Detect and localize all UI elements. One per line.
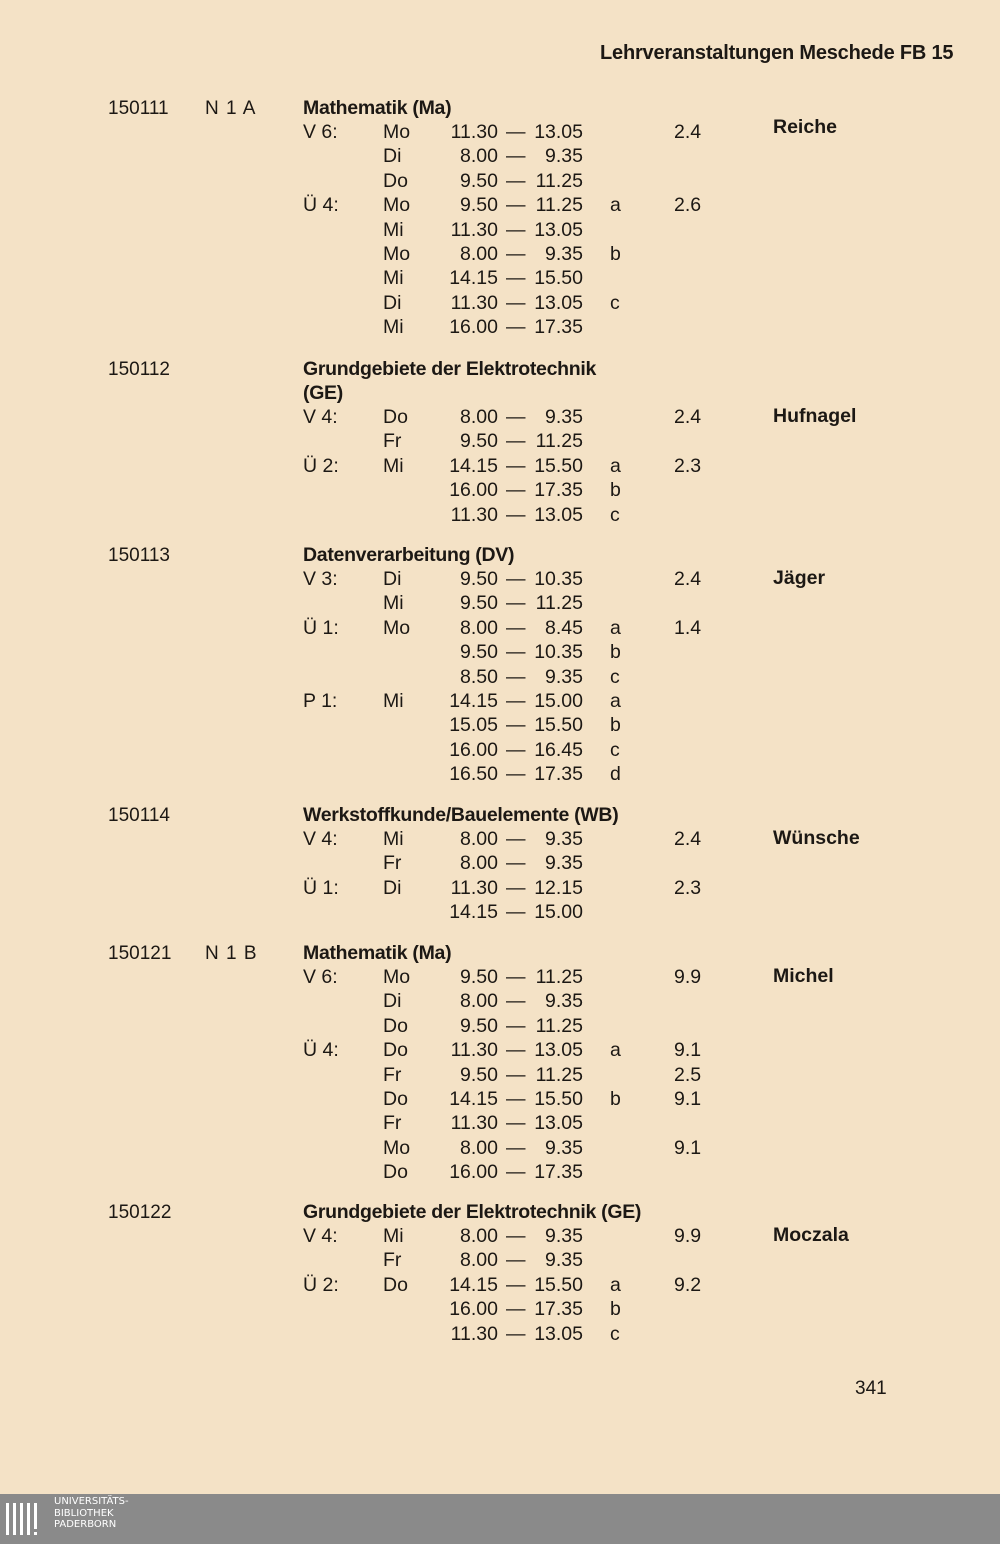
schedule-row [0, 689, 1000, 713]
schedule-row [0, 169, 1000, 193]
weekday: Mo [383, 121, 411, 143]
time-dash: — [506, 641, 526, 664]
end-time: 15.50 [534, 1088, 583, 1110]
time-dash: — [506, 665, 526, 688]
time-dash: — [506, 194, 526, 217]
weekday: Mo [383, 1136, 411, 1159]
lecturer-name: Moczala [773, 1224, 849, 1246]
weekday: Do [383, 1161, 408, 1184]
start-time: 9.50 [460, 592, 498, 615]
schedule-row [0, 1224, 1000, 1248]
end-time: 11.25 [535, 194, 583, 217]
schedule-row [0, 193, 1000, 217]
weekday: Di [383, 145, 402, 168]
weekday: Di [383, 568, 402, 590]
course-title [303, 357, 643, 405]
time-dash: — [506, 145, 526, 168]
time-dash: — [506, 568, 526, 590]
schedule-row [0, 405, 1000, 429]
end-time: 9.35 [545, 145, 583, 168]
lecturer-name: Jäger [773, 567, 826, 589]
group-letter: a [610, 1039, 621, 1062]
course-number: 150112 [108, 359, 170, 380]
end-time: 13.05 [534, 1039, 583, 1062]
group-letter: c [610, 738, 620, 761]
course-title [303, 941, 643, 965]
library-name-line-1: UNIVERSITÄTS- [54, 1496, 129, 1507]
start-time: 8.50 [460, 665, 498, 688]
schedule-row [0, 876, 1000, 900]
schedule-row [0, 1322, 1000, 1346]
schedule-row [0, 827, 1000, 851]
end-time: 17.35 [534, 316, 583, 339]
course-number: 150122 [108, 1202, 172, 1223]
end-time: 11.25 [535, 430, 583, 453]
start-time: 16.00 [449, 1298, 498, 1321]
page-number: 341 [855, 1378, 887, 1399]
start-time: 11.30 [450, 1322, 498, 1345]
start-time: 11.30 [450, 876, 498, 899]
schedule-row [0, 1014, 1000, 1038]
weekday: Fr [383, 1063, 402, 1086]
group-letter: c [610, 1322, 620, 1345]
end-time: 11.25 [535, 1014, 583, 1037]
weekday: Fr [383, 1112, 402, 1135]
schedule-row [0, 1273, 1000, 1297]
time-dash: — [506, 316, 526, 339]
end-time: 10.35 [534, 641, 583, 664]
start-time: 9.50 [460, 169, 498, 192]
start-time: 8.00 [460, 1249, 498, 1272]
time-dash: — [506, 1322, 526, 1345]
time-dash: — [506, 479, 526, 502]
time-dash: — [506, 1063, 526, 1086]
weekday: Di [383, 990, 402, 1013]
weekday: Di [383, 876, 402, 899]
start-time: 9.50 [460, 430, 498, 453]
session-type: Ü 4: [303, 1039, 339, 1062]
weekday: Fr [383, 852, 402, 875]
course-group: N 1 B [205, 943, 258, 964]
weekday: Mo [383, 194, 411, 217]
start-time: 9.50 [460, 568, 498, 590]
time-dash: — [506, 169, 526, 192]
time-dash: — [506, 454, 526, 477]
weekday: Di [383, 291, 402, 314]
end-time: 17.35 [534, 1298, 583, 1321]
weekday: Mi [383, 828, 404, 850]
start-time: 14.15 [449, 1088, 498, 1110]
lecturer-name: Hufnagel [773, 405, 857, 427]
end-time: 15.50 [534, 714, 583, 737]
schedule-row [0, 965, 1000, 989]
session-type: V 6: [303, 966, 338, 988]
weekday: Do [383, 406, 408, 428]
start-time: 14.15 [449, 267, 498, 290]
course-title [303, 1200, 643, 1224]
room-number: 9.1 [674, 1136, 702, 1159]
weekday: Fr [383, 430, 402, 453]
session-type: Ü 1: [303, 876, 339, 899]
end-time: 9.35 [545, 828, 583, 850]
schedule-row [0, 429, 1000, 453]
start-time: 9.50 [460, 966, 498, 988]
time-dash: — [506, 1112, 526, 1135]
room-number: 9.1 [674, 1039, 702, 1062]
end-time: 13.05 [534, 218, 583, 241]
start-time: 14.15 [449, 690, 498, 712]
library-logo-icon [6, 1500, 48, 1538]
schedule-row [0, 1248, 1000, 1272]
time-dash: — [506, 690, 526, 712]
end-time: 9.35 [545, 990, 583, 1013]
schedule-row [0, 1297, 1000, 1321]
session-type: P 1: [303, 690, 338, 712]
time-dash: — [506, 1014, 526, 1037]
end-time: 15.50 [534, 1273, 583, 1296]
time-dash: — [506, 828, 526, 850]
room-number: 1.4 [674, 616, 702, 639]
end-time: 9.35 [545, 243, 583, 265]
schedule-row [0, 738, 1000, 762]
session-type: V 3: [303, 568, 338, 590]
start-time: 16.50 [449, 763, 498, 786]
start-time: 8.00 [460, 1136, 498, 1159]
schedule-row [0, 478, 1000, 502]
end-time: 16.45 [534, 738, 583, 761]
end-time: 17.35 [534, 1161, 583, 1184]
start-time: 8.00 [460, 852, 498, 875]
weekday: Mi [383, 592, 404, 615]
weekday: Mo [383, 243, 411, 265]
start-time: 11.30 [450, 1039, 498, 1062]
time-dash: — [506, 901, 526, 924]
end-time: 15.00 [534, 901, 583, 924]
start-time: 16.00 [449, 316, 498, 339]
schedule-row [0, 640, 1000, 664]
room-number: 2.5 [674, 1063, 702, 1086]
schedule-row [0, 713, 1000, 737]
time-dash: — [506, 966, 526, 988]
session-type: V 6: [303, 121, 338, 143]
session-type: Ü 2: [303, 454, 339, 477]
start-time: 9.50 [460, 1063, 498, 1086]
time-dash: — [506, 430, 526, 453]
group-letter: a [610, 194, 621, 217]
end-time: 17.35 [534, 479, 583, 502]
end-time: 11.25 [535, 966, 583, 988]
room-number: 2.4 [674, 406, 702, 428]
room-number: 2.4 [674, 828, 702, 850]
start-time: 8.00 [460, 243, 498, 265]
room-number: 9.2 [674, 1273, 702, 1296]
time-dash: — [506, 990, 526, 1013]
end-time: 12.15 [534, 876, 583, 899]
schedule-row [0, 1087, 1000, 1111]
schedule-row [0, 616, 1000, 640]
library-name-line-2: BIBLIOTHEK [54, 1507, 114, 1519]
start-time: 8.00 [460, 616, 498, 639]
start-time: 9.50 [460, 641, 498, 664]
start-time: 11.30 [450, 218, 498, 241]
time-dash: — [506, 1298, 526, 1321]
time-dash: — [506, 714, 526, 737]
weekday: Mo [383, 966, 411, 988]
schedule-row [0, 315, 1000, 339]
time-dash: — [506, 592, 526, 615]
library-name [54, 1496, 129, 1531]
schedule-row [0, 242, 1000, 266]
group-letter: b [610, 479, 621, 502]
time-dash: — [506, 738, 526, 761]
time-dash: — [506, 1039, 526, 1062]
start-time: 8.00 [460, 990, 498, 1013]
schedule-row [0, 900, 1000, 924]
schedule-row [0, 591, 1000, 615]
end-time: 9.35 [545, 406, 583, 428]
course-group: N 1 A [205, 98, 257, 119]
library-footer [0, 1494, 1000, 1544]
time-dash: — [506, 243, 526, 265]
start-time: 16.00 [449, 479, 498, 502]
start-time: 14.15 [449, 454, 498, 477]
start-time: 16.00 [449, 1161, 498, 1184]
weekday: Mi [383, 316, 404, 339]
time-dash: — [506, 1273, 526, 1296]
weekday: Mi [383, 1225, 404, 1247]
session-type: V 4: [303, 1225, 338, 1247]
end-time: 9.35 [545, 852, 583, 875]
course-title-line: (GE) [303, 382, 343, 404]
group-letter: a [610, 454, 621, 477]
schedule-row [0, 1136, 1000, 1160]
course-title-line: Grundgebiete der Elektrotechnik (GE) [303, 1201, 642, 1223]
time-dash: — [506, 503, 526, 526]
end-time: 13.05 [534, 1112, 583, 1135]
end-time: 13.05 [534, 1322, 583, 1345]
start-time: 11.30 [450, 503, 498, 526]
schedule-row [0, 266, 1000, 290]
start-time: 16.00 [449, 738, 498, 761]
course-title-line: Datenverarbeitung (DV) [303, 544, 515, 566]
end-time: 17.35 [534, 763, 583, 786]
session-type: V 4: [303, 828, 338, 850]
group-letter: b [610, 714, 621, 737]
weekday: Mi [383, 218, 404, 241]
weekday: Fr [383, 1249, 402, 1272]
end-time: 13.05 [534, 121, 583, 143]
weekday: Do [383, 1014, 408, 1037]
start-time: 14.15 [449, 1273, 498, 1296]
end-time: 15.50 [534, 454, 583, 477]
course-title-line: Mathematik (Ma) [303, 97, 452, 119]
end-time: 10.35 [534, 568, 583, 590]
weekday: Do [383, 1039, 408, 1062]
group-letter: d [610, 763, 621, 786]
time-dash: — [506, 616, 526, 639]
start-time: 9.50 [460, 1014, 498, 1037]
group-letter: b [610, 1088, 621, 1110]
room-number: 2.3 [674, 454, 702, 477]
course-number: 150113 [108, 545, 170, 566]
time-dash: — [506, 1088, 526, 1110]
weekday: Do [383, 1088, 408, 1110]
start-time: 9.50 [460, 194, 498, 217]
schedule-row [0, 1038, 1000, 1062]
schedule-row [0, 503, 1000, 527]
page-header: Lehrveranstaltungen Meschede FB 15 [600, 42, 954, 64]
group-letter: b [610, 641, 621, 664]
time-dash: — [506, 1161, 526, 1184]
start-time: 8.00 [460, 828, 498, 850]
session-type: V 4: [303, 406, 338, 428]
room-number: 9.9 [674, 1225, 702, 1247]
time-dash: — [506, 291, 526, 314]
group-letter: a [610, 1273, 621, 1296]
schedule-row [0, 989, 1000, 1013]
library-name-line-3: PADERBORN [54, 1519, 117, 1530]
end-time: 15.00 [534, 690, 583, 712]
time-dash: — [506, 1249, 526, 1272]
schedule-row [0, 762, 1000, 786]
end-time: 13.05 [534, 503, 583, 526]
course-title [303, 803, 643, 827]
schedule-row [0, 218, 1000, 242]
time-dash: — [506, 876, 526, 899]
schedule-row [0, 1063, 1000, 1087]
room-number: 2.4 [674, 121, 702, 143]
group-letter: c [610, 665, 620, 688]
session-type: Ü 2: [303, 1273, 339, 1296]
end-time: 8.45 [545, 616, 583, 639]
group-letter: b [610, 1298, 621, 1321]
schedule-row [0, 144, 1000, 168]
group-letter: a [610, 616, 621, 639]
session-type: Ü 4: [303, 194, 339, 217]
schedule-row [0, 851, 1000, 875]
group-letter: b [610, 243, 621, 265]
start-time: 8.00 [460, 406, 498, 428]
schedule-row [0, 291, 1000, 315]
course-title [303, 96, 643, 120]
course-title-line: Grundgebiete der Elektrotechnik [303, 358, 597, 380]
start-time: 8.00 [460, 145, 498, 168]
time-dash: — [506, 218, 526, 241]
start-time: 11.30 [450, 291, 498, 314]
weekday: Mi [383, 267, 404, 290]
start-time: 11.30 [450, 1112, 498, 1135]
time-dash: — [506, 763, 526, 786]
time-dash: — [506, 406, 526, 428]
end-time: 9.35 [545, 1249, 583, 1272]
schedule-row [0, 120, 1000, 144]
group-letter: c [610, 503, 620, 526]
end-time: 13.05 [534, 291, 583, 314]
time-dash: — [506, 852, 526, 875]
session-type: Ü 1: [303, 616, 339, 639]
weekday: Mi [383, 454, 404, 477]
start-time: 14.15 [449, 901, 498, 924]
time-dash: — [506, 1225, 526, 1247]
end-time: 11.25 [535, 1063, 583, 1086]
weekday: Mi [383, 690, 404, 712]
schedule-row [0, 567, 1000, 591]
end-time: 15.50 [534, 267, 583, 290]
end-time: 9.35 [545, 1136, 583, 1159]
group-letter: a [610, 690, 621, 712]
course-number: 150114 [108, 805, 170, 826]
weekday: Do [383, 169, 408, 192]
time-dash: — [506, 267, 526, 290]
schedule-row [0, 1111, 1000, 1135]
room-number: 2.4 [674, 568, 702, 590]
end-time: 9.35 [545, 665, 583, 688]
start-time: 15.05 [449, 714, 498, 737]
lecturer-name: Michel [773, 965, 834, 987]
room-number: 9.1 [674, 1088, 702, 1110]
start-time: 11.30 [450, 121, 498, 143]
schedule-row [0, 665, 1000, 689]
course-number: 150121 [108, 943, 172, 964]
lecturer-name: Wünsche [773, 827, 860, 849]
weekday: Mo [383, 616, 411, 639]
course-title [303, 543, 643, 567]
weekday: Do [383, 1273, 408, 1296]
room-number: 2.3 [674, 876, 702, 899]
course-title-line: Mathematik (Ma) [303, 942, 452, 964]
room-number: 2.6 [674, 194, 702, 217]
course-number: 150111 [108, 98, 169, 119]
end-time: 11.25 [535, 169, 583, 192]
course-title-line: Werkstoffkunde/Bauelemente (WB) [303, 804, 619, 826]
time-dash: — [506, 1136, 526, 1159]
schedule-row [0, 454, 1000, 478]
group-letter: c [610, 291, 620, 314]
lecturer-name: Reiche [773, 116, 837, 138]
start-time: 8.00 [460, 1225, 498, 1247]
time-dash: — [506, 121, 526, 143]
room-number: 9.9 [674, 966, 702, 988]
end-time: 9.35 [545, 1225, 583, 1247]
end-time: 11.25 [535, 592, 583, 615]
schedule-row [0, 1160, 1000, 1184]
